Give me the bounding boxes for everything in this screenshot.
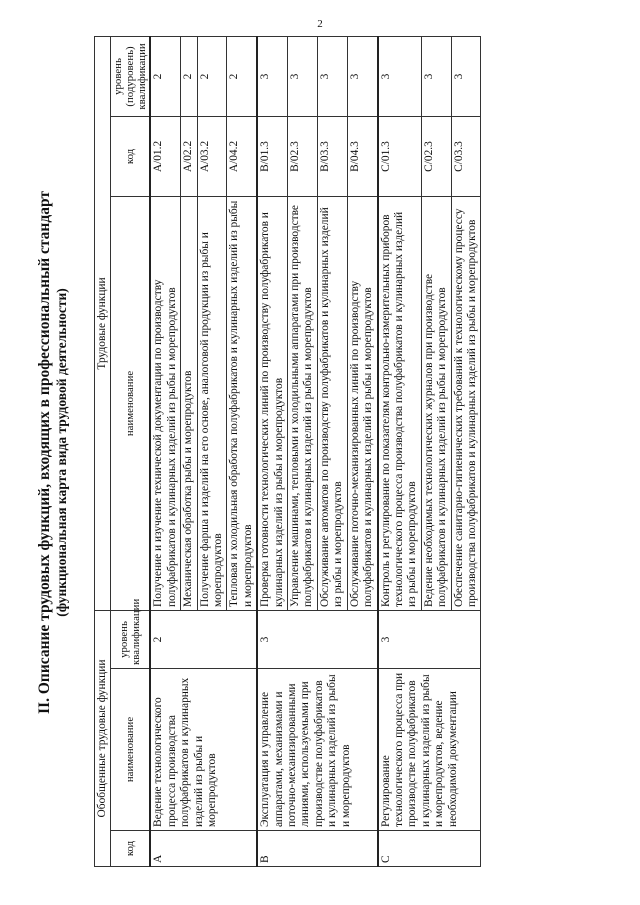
function-level: 2: [227, 36, 257, 116]
function-code: A/02.2: [181, 116, 197, 196]
rotated-sheet: [30, 30, 615, 875]
function-name: Получение фарша и изделий на его основе, аналоговой продукции из рыбы и морепродуктов: [197, 196, 227, 610]
function-level: 3: [317, 36, 347, 116]
title-line-1: II. Описание трудовых функций, входящих в профессиональный стандарт: [36, 191, 53, 714]
group-code: C: [378, 831, 481, 867]
group-level: 2: [150, 610, 257, 668]
function-level: 2: [197, 36, 227, 116]
function-name: Обеспечение санитарно-гигиенических требований к технологическому процессу производства полуфабрикатов и кулинарных изделий из рыбы и морепродуктов: [451, 196, 481, 610]
function-level: 3: [421, 36, 451, 116]
labor-code-header: код: [111, 116, 151, 196]
group-name: Эксплуатация и управление аппаратами, механизмами и поточно-механизированными линиями, используемыми при производстве полуфабрикатов и кулинарных изделий из рыбы и морепродуктов: [257, 669, 377, 831]
level-header: уровень квалификации: [111, 610, 151, 668]
group-code: A: [150, 831, 257, 867]
table-row: [257, 36, 287, 866]
function-name: Контроль и регулирование по показателям контрольно-измерительных приборов технологического процесса производства полуфабрикатов и кулинарных изделий из рыбы и морепродуктов: [378, 196, 422, 610]
functions-table: [94, 36, 481, 867]
function-name: Тепловая и холодильная обработка полуфабрикатов и кулинарных изделий из рыбы и морепродуктов: [227, 196, 257, 610]
function-name: Обслуживание поточно-механизированных линий по производству полуфабрикатов и кулинарных изделий из рыбы и морепродуктов: [347, 196, 377, 610]
function-code: A/03.2: [197, 116, 227, 196]
function-name: Проверка готовности технологических линий по производству полуфабрикатов и кулинарных изделий из рыбы и морепродуктов: [257, 196, 287, 610]
function-level: 3: [378, 36, 422, 116]
function-code: A/04.2: [227, 116, 257, 196]
labor-name-header: наименование: [111, 196, 151, 610]
function-name: Получение и изучение технической документации по производству полуфабрикатов и кулинарных изделий из рыбы и морепродуктов: [150, 196, 180, 610]
group-code: B: [257, 831, 377, 867]
group-level: 3: [378, 610, 481, 668]
group-name: Ведение технологического процесса производства полуфабрикатов и кулинарных изделий из рыбы и морепродуктов: [150, 669, 257, 831]
function-level: 3: [288, 36, 318, 116]
function-level: 3: [257, 36, 287, 116]
function-level: 3: [347, 36, 377, 116]
table-row: [378, 36, 422, 866]
function-level: 3: [451, 36, 481, 116]
function-level: 2: [181, 36, 197, 116]
group-name: Регулирование технологического процесса при производстве полуфабрикатов и кулинарных изделий из рыбы и морепродуктов, ведение необходимой документации: [378, 669, 481, 831]
function-name: Управление машинами, тепловыми и холодильными аппаратами при производстве полуфабрикатов и кулинарных изделий из рыбы и морепродуктов: [288, 196, 318, 610]
document-title: [36, 30, 70, 875]
function-code: C/03.3: [451, 116, 481, 196]
function-code: A/01.2: [150, 116, 180, 196]
function-name: Ведение необходимых технологических журналов при производстве полуфабрикатов и кулинарных изделий из рыбы и морепродуктов: [421, 196, 451, 610]
title-line-2: (функциональная карта вида трудовой деятельности): [54, 288, 69, 617]
function-code: B/02.3: [288, 116, 318, 196]
function-name: Обслуживание автоматов по производству полуфабрикатов и кулинарных изделий из рыбы и морепродуктов: [317, 196, 347, 610]
labor-level-header: уровень (подуровень) квалификации: [111, 36, 151, 116]
name-header: наименование: [111, 669, 151, 831]
function-code: B/03.3: [317, 116, 347, 196]
function-name: Механическая обработка рыбы и морепродуктов: [181, 196, 197, 610]
function-code: B/04.3: [347, 116, 377, 196]
page-number: 2: [317, 18, 323, 30]
function-code: B/01.3: [257, 116, 287, 196]
generalized-functions-header: Обобщенные трудовые функции: [95, 610, 111, 866]
table-row: [150, 36, 180, 866]
function-code: C/01.3: [378, 116, 422, 196]
function-level: 2: [150, 36, 180, 116]
function-code: C/02.3: [421, 116, 451, 196]
code-header: код: [111, 831, 151, 867]
group-level: 3: [257, 610, 377, 668]
labor-functions-header: Трудовые функции: [95, 36, 111, 610]
